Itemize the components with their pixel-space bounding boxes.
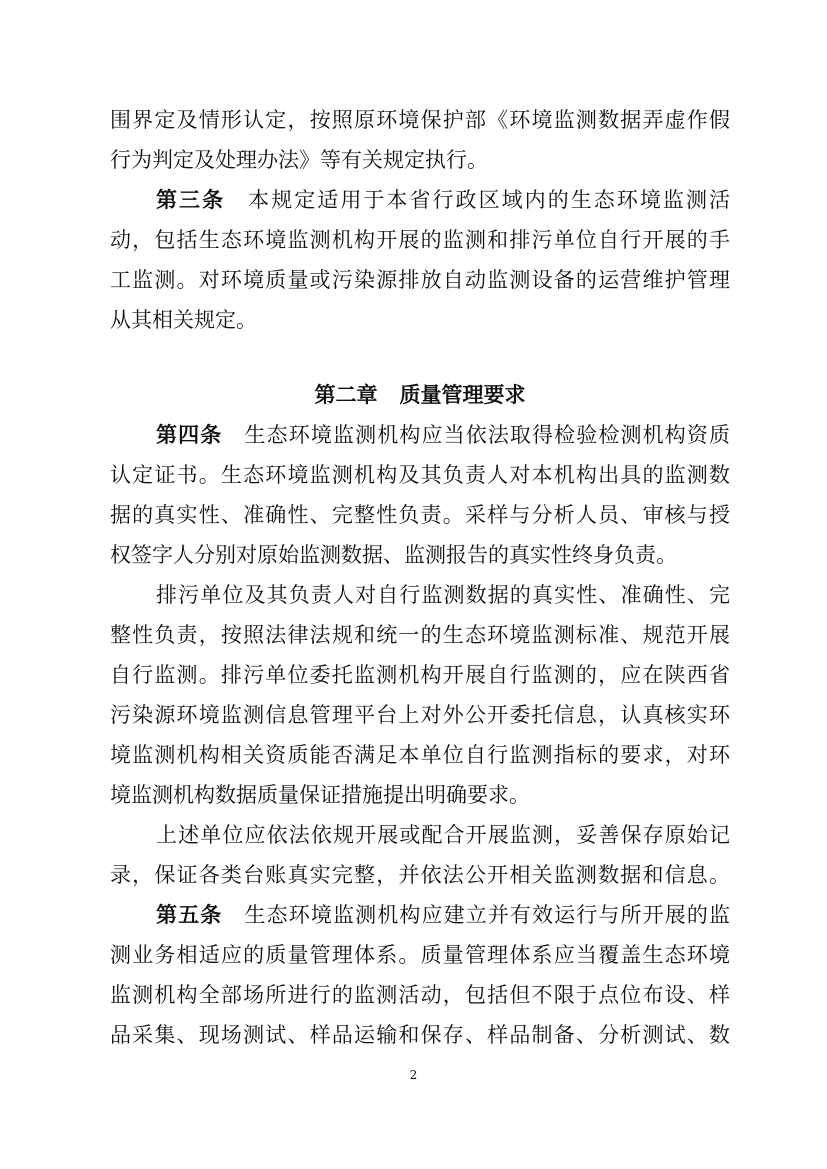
text-line: 污染源环境监测信息管理平台上对外公开委托信息，认真核实环 <box>110 703 730 727</box>
text-line: 工监测。对环境质量或污染源排放自动监测设备的运营维护管理 <box>110 268 730 292</box>
article-3-text: 本规定适用于本省行政区域内的生态环境监测活 <box>246 188 730 212</box>
article-4-text: 生态环境监测机构应当依法取得检验检测机构资质 <box>243 423 731 447</box>
text-line: 上述单位应依法依规开展或配合开展监测，妥善保存原始记 <box>156 823 730 847</box>
text-line: 据的真实性、准确性、完整性负责。采样与分析人员、审核与授 <box>110 503 730 527</box>
text-line: 监测机构全部场所进行的监测活动，包括但不限于点位布设、样 <box>110 983 730 1007</box>
text-line: 自行监测。排污单位委托监测机构开展自行监测的，应在陕西省 <box>110 663 730 687</box>
text-line: 录，保证各类台账真实完整，并依法公开相关监测数据和信息。 <box>110 863 730 887</box>
text-line: 围界定及情形认定，按照原环境保护部《环境监测数据弄虚作假 <box>110 108 730 132</box>
article-5-first-line <box>110 895 730 935</box>
text-line: 权签字人分别对原始监测数据、监测报告的真实性终身负责。 <box>110 543 677 567</box>
text-line: 境监测机构数据质量保证措施提出明确要求。 <box>110 783 530 807</box>
text-line: 整性负责，按照法律法规和统一的生态环境监测标准、规范开展 <box>110 623 730 647</box>
text-line: 境监测机构相关资质能否满足本单位自行监测指标的要求，对环 <box>110 743 730 767</box>
article-5-text: 生态环境监测机构应建立并有效运行与所开展的监 <box>243 903 731 927</box>
chapter-number: 第二章 <box>314 382 378 407</box>
text-line: 排污单位及其负责人对自行监测数据的真实性、准确性、完 <box>156 583 730 607</box>
text-line: 品采集、现场测试、样品运输和保存、样品制备、分析测试、数 <box>110 1023 730 1047</box>
text-line: 认定证书。生态环境监测机构及其负责人对本机构出具的监测数 <box>110 463 730 487</box>
text-line: 行为判定及处理办法》等有关规定执行。 <box>110 148 488 172</box>
article-3-label: 第三条 <box>156 187 226 212</box>
chapter-heading <box>110 375 730 415</box>
article-4-label: 第四条 <box>156 422 223 447</box>
text-line: 动，包括生态环境监测机构开展的监测和排污单位自行开展的手 <box>110 228 730 252</box>
text-line: 测业务相适应的质量管理体系。质量管理体系应当覆盖生态环境 <box>110 943 730 967</box>
article-4-first-line <box>110 415 730 455</box>
chapter-title: 质量管理要求 <box>399 382 526 407</box>
article-5-label: 第五条 <box>156 902 223 927</box>
text-line: 从其相关规定。 <box>110 308 257 332</box>
page-number: 2 <box>409 1068 418 1082</box>
article-3-first-line <box>110 180 730 220</box>
